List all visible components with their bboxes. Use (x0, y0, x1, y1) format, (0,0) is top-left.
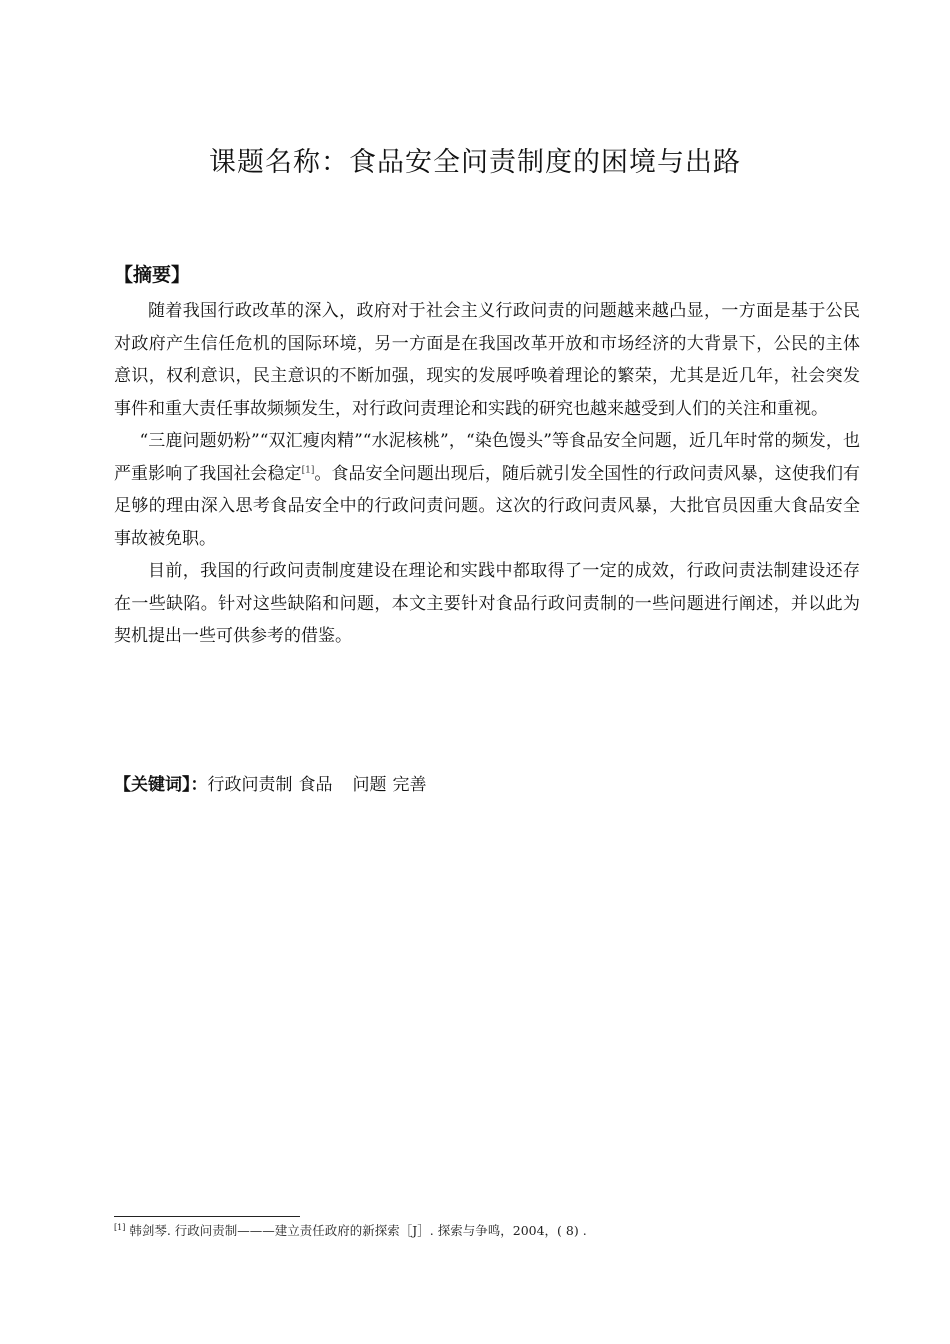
footnote (114, 1221, 587, 1241)
citation-marker[interactable]: [1] (301, 464, 315, 475)
abstract-paragraph-1: 随着我国行政改革的深入，政府对于社会主义行政问责的问题越来越凸显，一方面是基于公民对政府产生信任危机的国际环境，另一方面是在我国改革开放和市场经济的大背景下，公民的主体意识，权利意识，民主意识的不断加强，现实的发展呼唤着理论的繁荣，尤其是近几年，社会突发事件和重大责任事故频频发生，对行政问责理论和实践的研究也越来越受到人们的关注和重视。 (114, 301, 860, 419)
keywords-line (114, 771, 433, 799)
abstract-paragraph-2-text-b: 。食品安全问题出现后，随后就引发全国性的行政问责风暴，这使我们有足够的理由深入思考食品安全中的行政问责问题。这次的行政问责风暴，大批官员因重大食品安全事故被免职。 (114, 463, 861, 549)
abstract-paragraph-2-text-a: “三鹿问题奶粉”“双汇瘦肉精”“水泥核桃”，“染色馒头”等食品安全问题，近几年时常的频发，也严重影响了我国社会稳定 (114, 431, 860, 484)
keyword-item: 行政问责制 (207, 775, 293, 795)
abstract-heading: 【摘要】 (114, 264, 191, 286)
footnote-divider (114, 1216, 300, 1217)
footnote-text: 韩剑琴. 行政问责制———建立责任政府的新探索［J］. 探索与争鸣，2004，( 8) . (129, 1223, 587, 1238)
keywords-label: 【关键词】： (114, 775, 208, 795)
keyword-item: 完善 (392, 775, 427, 795)
abstract-paragraph-2 (114, 425, 860, 555)
footnote-mark: [1] (114, 1222, 126, 1232)
page-title: 课题名称：食品安全问责制度的困境与出路 (209, 147, 741, 178)
keyword-item: 问题 (352, 775, 387, 795)
abstract-body (114, 295, 860, 653)
abstract-paragraph-3: 目前，我国的行政问责制度建设在理论和实践中都取得了一定的成效，行政问责法制建设还存在一些缺陷。针对这些缺陷和问题，本文主要针对食品行政问责制的一些问题进行阐述，并以此为契机提出一些可供参考的借鉴。 (114, 561, 860, 646)
keyword-item: 食品 (298, 775, 333, 795)
